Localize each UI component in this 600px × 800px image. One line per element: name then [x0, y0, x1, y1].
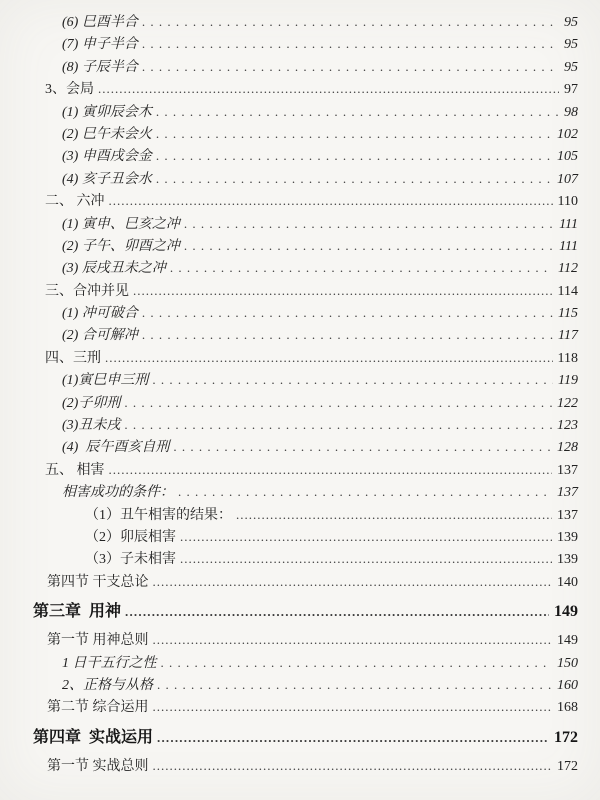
toc-entry-label: (1) 寅卯辰会木 [62, 104, 152, 120]
toc-entry-page: 105 [557, 149, 578, 165]
toc-entry-label: (2)子卯刑 [62, 395, 121, 411]
toc-entry-label: 2、正格与从格 [62, 677, 153, 693]
toc-entry-page: 119 [558, 373, 578, 389]
toc-entry [20, 280, 578, 302]
toc-entry [20, 481, 578, 503]
toc-entry-page: 98 [564, 104, 578, 120]
toc-entry-page: 137 [557, 507, 578, 523]
toc-entry-label: 第一节 用神总则 [47, 633, 149, 649]
toc-entry [20, 571, 578, 593]
dot-leader [98, 78, 559, 101]
toc-entry-label: 第一节 实战总则 [47, 758, 149, 774]
toc-entry-page: 150 [557, 655, 578, 671]
toc-entry-label: (7) 申子半合 [62, 37, 138, 53]
toc-entry-label: 三、合冲并见 [45, 283, 129, 299]
toc-entry-label: 二、 六冲 [45, 194, 105, 210]
toc-entry [20, 674, 578, 696]
toc-entry-label: (1) 冲可破合 [62, 306, 138, 322]
toc-entry-label: （2）卯辰相害 [85, 529, 176, 545]
toc-entry-label: (8) 子辰半合 [62, 59, 138, 75]
toc-entry-page: 107 [557, 171, 578, 187]
toc-entry-label: (3) 辰戌丑未之冲 [62, 261, 166, 277]
toc-entry [20, 190, 578, 212]
toc-entry-page: 117 [558, 328, 578, 344]
dot-leader [156, 145, 552, 168]
dot-leader [156, 123, 552, 146]
dot-leader [142, 324, 553, 347]
dot-leader [153, 696, 553, 719]
toc-entry-page: 97 [564, 82, 578, 98]
toc-entry [20, 369, 578, 391]
toc-entry-label: （3）子未相害 [85, 552, 176, 568]
toc-entry [20, 392, 578, 414]
toc-entry-page: 95 [564, 15, 578, 30]
dot-leader [184, 213, 554, 236]
toc-entry [20, 257, 578, 279]
toc-entry [20, 56, 578, 78]
toc-entry-page: 149 [557, 633, 578, 649]
toc-entry [20, 414, 578, 436]
toc-entry-label: (2) 合可解冲 [62, 328, 138, 344]
toc-entry-label: 第四章 实战运用 [33, 728, 154, 746]
toc-entry-page: 95 [564, 59, 578, 75]
toc-entry [20, 436, 578, 458]
toc-entry-label: (4) 亥子丑会水 [62, 171, 152, 187]
toc-entry-page: 128 [557, 440, 578, 456]
dot-leader [142, 11, 559, 34]
dot-leader [125, 599, 549, 625]
dot-leader [142, 302, 553, 325]
dot-leader [156, 101, 559, 124]
toc-entry-label: 四、三刑 [45, 350, 101, 366]
toc-entry [20, 78, 578, 100]
toc-entry-page: 140 [557, 574, 578, 590]
toc-entry-label: (3) 申酉戌会金 [62, 149, 152, 165]
toc-entry-label: (1)寅巳申三刑 [62, 373, 149, 389]
dot-leader [124, 414, 552, 437]
toc-entry [20, 629, 578, 651]
toc-entry-page: 115 [558, 306, 578, 322]
toc-entry [20, 145, 578, 167]
toc-entry-label: 3、会局 [45, 82, 94, 98]
toc-entry-page: 168 [557, 700, 578, 716]
toc-entry-page: 118 [557, 350, 578, 366]
toc-entry-page: 111 [559, 238, 578, 254]
toc-entry-page: 110 [557, 194, 578, 210]
dot-leader [152, 369, 553, 392]
dot-leader [180, 548, 552, 571]
toc-entry-label: 第四节 干支总论 [47, 574, 149, 590]
dot-leader [161, 652, 553, 675]
dot-leader [236, 504, 552, 527]
toc-entry [20, 599, 578, 625]
toc-entry [20, 459, 578, 481]
toc-entry [20, 652, 578, 674]
toc-entry [20, 725, 578, 751]
toc-entry-page: 112 [558, 261, 578, 277]
toc-entry-page: 160 [557, 677, 578, 693]
dot-leader [153, 629, 553, 652]
dot-leader [133, 280, 553, 303]
toc-entry [20, 235, 578, 257]
dot-leader [109, 190, 553, 213]
dot-leader [170, 257, 553, 280]
toc-entry-label: 五、 相害 [45, 462, 105, 478]
dot-leader [124, 392, 552, 415]
dot-leader [153, 571, 553, 594]
toc-entry [20, 123, 578, 145]
dot-leader [109, 459, 553, 482]
toc-entry-label: (2) 子午、卯酉之冲 [62, 238, 180, 254]
toc-entry [20, 324, 578, 346]
toc-entry [20, 101, 578, 123]
dot-leader [157, 674, 552, 697]
toc-entry-label: (3)丑未戌 [62, 418, 121, 434]
toc-entry-label: (1) 寅申、巳亥之冲 [62, 216, 180, 232]
toc-entry-page: 95 [564, 37, 578, 53]
toc-entry [20, 213, 578, 235]
toc-entry-page: 139 [557, 552, 578, 568]
toc-entry-page: 172 [554, 728, 578, 746]
toc-entry-label: (4) 辰午酉亥自刑 [62, 440, 170, 456]
toc-entry [20, 504, 578, 526]
toc-entry-page: 137 [557, 485, 578, 501]
toc-entry-page: 114 [557, 283, 578, 299]
toc-entry [20, 347, 578, 369]
toc-entry-page: 172 [557, 758, 578, 774]
dot-leader [156, 168, 552, 191]
toc-entry-page: 139 [557, 529, 578, 545]
toc-entry-page: 137 [557, 462, 578, 478]
toc-entry [20, 548, 578, 570]
toc-entry [20, 526, 578, 548]
toc-entry-label: (2) 巳午未会火 [62, 126, 152, 142]
dot-leader [153, 755, 553, 778]
dot-leader [184, 235, 554, 258]
toc-entry-page: 149 [554, 603, 578, 621]
toc-entry-page: 122 [557, 395, 578, 411]
toc-entry-label: 1 日干五行之性 [62, 655, 157, 671]
dot-leader [178, 481, 552, 504]
toc-entry-page: 123 [557, 418, 578, 434]
toc-entry-label: 相害成功的条件： [62, 485, 174, 501]
dot-leader [142, 33, 559, 56]
toc-list [20, 11, 578, 777]
toc-entry-label: 第三章 用神 [33, 603, 122, 621]
dot-leader [157, 725, 549, 751]
toc-entry-label: (6) 巳酉半合 [62, 15, 138, 30]
dot-leader [142, 56, 559, 79]
toc-entry-label: 第二节 综合运用 [47, 700, 149, 716]
toc-entry-page: 102 [557, 126, 578, 142]
toc-entry-page: 111 [559, 216, 578, 232]
toc-entry [20, 168, 578, 190]
toc-entry [20, 302, 578, 324]
toc-entry-label: （1）丑午相害的结果： [85, 507, 232, 523]
toc-entry [20, 696, 578, 718]
dot-leader [105, 347, 553, 370]
toc-entry [20, 11, 578, 33]
toc-entry [20, 33, 578, 55]
dot-leader [173, 436, 552, 459]
dot-leader [180, 526, 552, 549]
toc-entry [20, 755, 578, 777]
